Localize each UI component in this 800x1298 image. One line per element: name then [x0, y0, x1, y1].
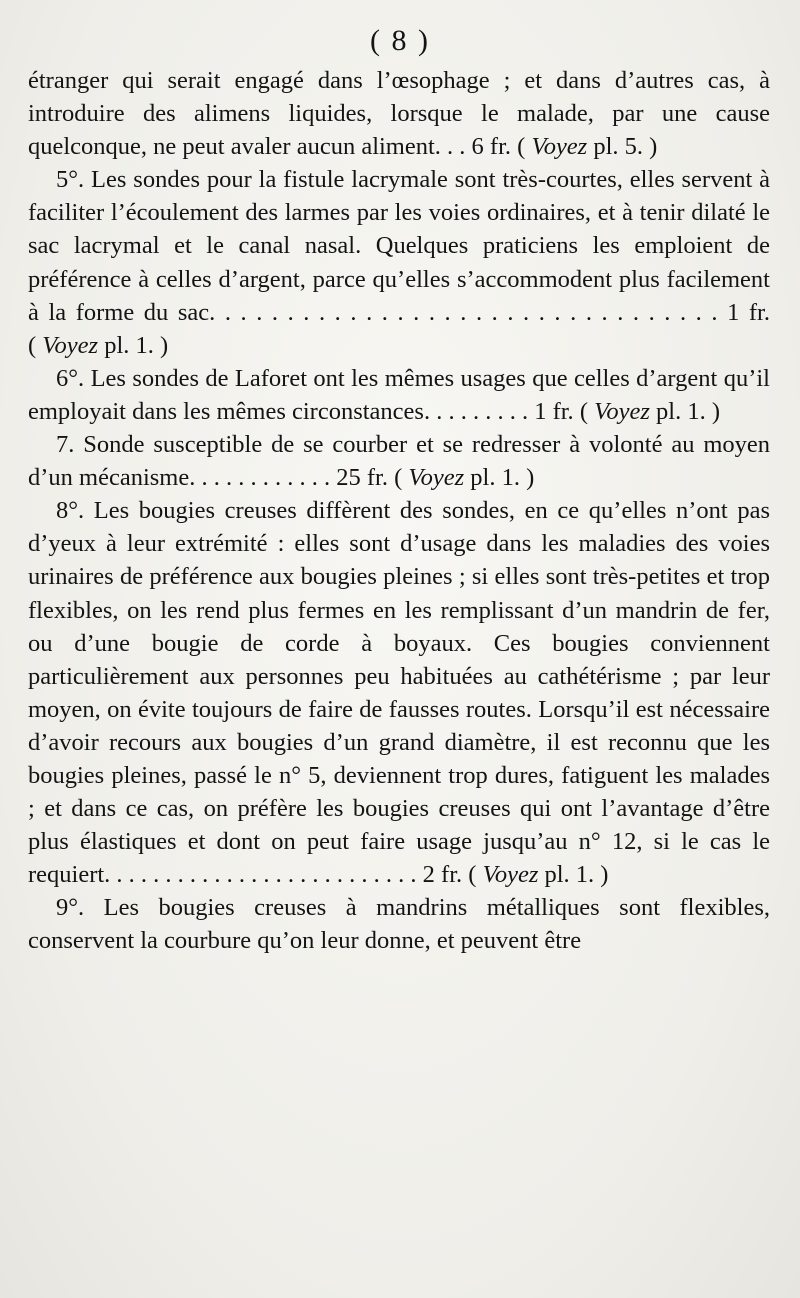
plate-reference: ( Voyez pl. 1. ): [28, 331, 169, 359]
paragraph-text: 7. Sonde susceptible de se courber et se redresser à volonté au moyen d’un mécanisme. . . . . . . . . . . . 25 fr.: [28, 431, 770, 492]
paragraph-text: 8°. Les bougies creuses diffèrent des sondes, en ce qu’elles n’ont pas d’yeux à leur extrémité : elles sont d’usage dans les maladies des voies urinaires de préférence aux bougies pleines ; si elles sont très-petites et trop flexibles, on les rend plus fermes en les remplissant d’un mandrin de fer, ou d’une bougie de corde à boyaux. Ces bougies conviennent particulièrement aux personnes peu habituées au cathétérisme ; par leur moyen, on évite toujours de faire de fausses routes. Lorsqu’il est nécessaire d’avoir recours aux bougies d’un grand diamètre, il est reconnu que les bougies pleines, passé le n° 5, deviennent trop dures, fatiguent les malades ; et dans ce cas, on préfère les bougies creuses qui ont l’avantage d’être plus élastiques et dont on peut faire usage jusqu’au n° 12, si le cas le requiert. . . . . . . . . . . . . . . . . . . . . . . . . . 2 fr.: [28, 497, 770, 889]
plate-reference: ( Voyez pl. 5. ): [517, 133, 658, 161]
plate-reference: ( Voyez pl. 1. ): [579, 397, 720, 425]
page-number: ( 8 ): [370, 24, 430, 57]
paragraph-5: [28, 163, 770, 362]
paragraph-7: [28, 428, 770, 494]
paragraph-8: [28, 494, 770, 891]
paragraph-text: étranger qui serait engagé dans l’œsophage ; et dans d’autres cas, à introduire des alimens liquides, lorsque le malade, par une cause quelconque, ne peut avaler aucun aliment. . . 6 fr.: [28, 67, 770, 161]
paragraph-text: 5°. Les sondes pour la fistule lacrymale sont très-courtes, elles servent à faciliter l’écoulement des larmes par les voies ordinaires, et à tenir dilaté le sac lacrymal et le canal nasal. Quelques praticiens les emploient de préférence à celles d’argent, parce qu’elles s’accommodent plus facilement à la forme du sac. . . . . . . . . . . . . . . . . . . . . . . . . . . . . . . . . 1 fr.: [28, 166, 770, 326]
page-body: [28, 64, 770, 958]
plate-reference: ( Voyez pl. 1. ): [468, 861, 609, 889]
paragraph-6: [28, 362, 770, 428]
paragraph-text: 6°. Les sondes de Laforet ont les mêmes usages que celles d’argent qu’il employait dans les mêmes circonstances. . . . . . . . . 1 fr.: [28, 364, 770, 425]
paragraph-text: 9°. Les bougies creuses à mandrins métalliques sont flexibles, conservent la courbure qu’on leur donne, et peuvent être: [28, 894, 770, 955]
paragraph-continued: [28, 64, 770, 163]
plate-reference: ( Voyez pl. 1. ): [394, 464, 535, 492]
paragraph-9: [28, 891, 770, 957]
